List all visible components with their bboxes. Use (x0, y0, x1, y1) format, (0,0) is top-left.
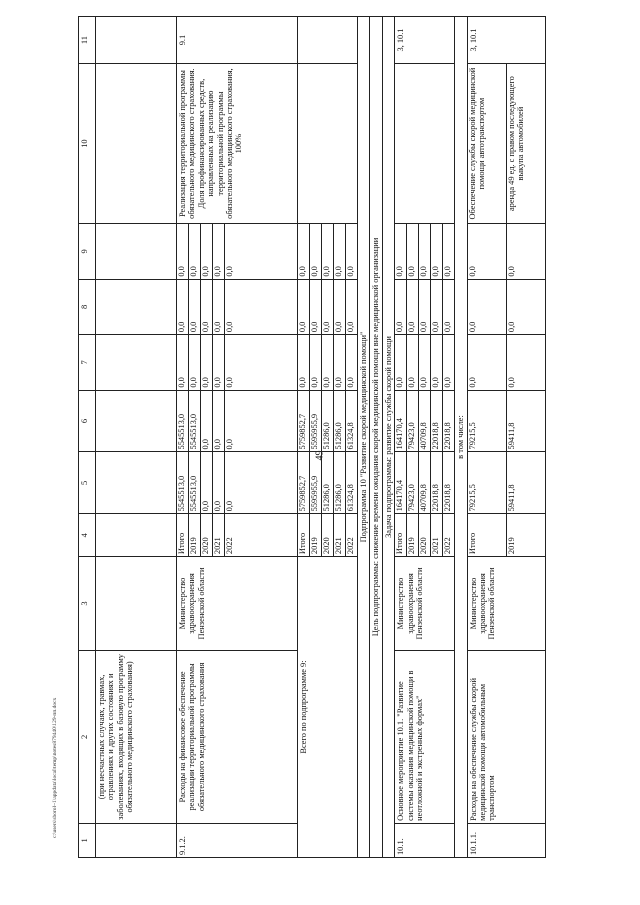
value-cell: 2022 (346, 537, 355, 555)
value-cell: 0,0 (177, 335, 189, 389)
column-header-9: 9 (79, 224, 96, 279)
value-cell: 2019 (189, 514, 201, 556)
column-header-1: 1 (79, 823, 96, 857)
value-cell: 0,0 (189, 224, 201, 278)
including-row (455, 17, 467, 858)
value-cell: 0,0 (225, 377, 234, 388)
value-cell: 0,0 (213, 280, 225, 334)
value-cell: 5759852,7 (298, 391, 310, 452)
value-cell: 0,0 (225, 266, 234, 277)
value-cell: 0,0 (298, 224, 310, 278)
value-cell: 0,0 (213, 452, 225, 513)
value-cell: 2020 (419, 514, 431, 556)
value-cell: 0,0 (334, 224, 346, 278)
row-name: Основное мероприятие 10.1. "Развитие системы оказания медицинской помощи в неотложной и экстренных формах" (395, 650, 455, 823)
value-cell: 0,0 (177, 224, 189, 278)
value-cell: 5545513,0 (189, 452, 201, 513)
task-10-row (382, 17, 394, 858)
value-cell: 0,0 (322, 224, 334, 278)
value-cell: 2019 (310, 514, 322, 556)
value-cell: 2020 (322, 514, 334, 556)
row-executor: Министерство здравоохранения Пензенской области (467, 557, 545, 651)
value-cell: 5595955,9 (310, 452, 322, 513)
value-cell: 0,0 (225, 321, 234, 333)
row-result: Реализация территориальной программы обязательного медицинского страхования. Доля профинансированных средств, направленных на реализацию территориальной программы обязательного медицинского страхования, 100% (177, 64, 298, 224)
value-cell: 0,0 (225, 500, 234, 512)
value-cell: Итого (468, 514, 507, 556)
file-path-footer: c:\users\sborol~1\appdata\local\temp\notes879440\129-пп.docx (52, 697, 58, 838)
column-header-8: 8 (79, 279, 96, 334)
value-cell: 2021 (213, 514, 225, 556)
value-cell: 0,0 (201, 452, 213, 513)
value-cell: 79215,5 (468, 452, 507, 513)
value-cell: 2019 (407, 514, 419, 556)
value-cell: 51286,0 (322, 391, 334, 452)
subprogram-10-task: Задача подпрограммы: развитие службы скорой помощи (382, 17, 394, 858)
value-cell: 0,0 (334, 335, 346, 389)
value-cell: 5545513,0 (177, 452, 189, 513)
value-cell: 2022 (225, 537, 234, 555)
value-cell: 5545513,0 (189, 391, 201, 452)
column-header-7: 7 (79, 335, 96, 390)
row-name: Расходы на финансовое обеспечение реализации территориальной программы обязательного медицинского страхования (177, 650, 298, 823)
value-cell: 164170,4 (395, 391, 407, 452)
value-cell: 0,0 (189, 280, 201, 334)
value-cell: 40709,8 (419, 452, 431, 513)
subprogram-10-title-row (358, 17, 370, 858)
value-cell: 22018,8 (443, 484, 453, 512)
value-cell: 0,0 (346, 377, 355, 388)
value-cell: 0,0 (419, 280, 431, 334)
value-cell: 5545513,0 (177, 391, 189, 452)
total-subprogram-9 (298, 17, 358, 858)
value-cell: 0,0 (213, 335, 225, 389)
value-cell: 61324,8 (346, 422, 355, 450)
row-number: 10.1.1. (467, 823, 545, 857)
value-cell: 2021 (431, 514, 443, 556)
value-cell: 0,0 (395, 335, 407, 389)
including-label: в том числе: (455, 17, 467, 858)
column-header-6: 6 (79, 390, 96, 452)
value-cell: 0,0 (468, 335, 507, 389)
value-cell: 79423,0 (407, 391, 419, 452)
value-cell: 0,0 (225, 439, 234, 450)
value-cell: 22018,8 (431, 452, 443, 513)
value-cell: 0,0 (395, 280, 407, 334)
value-cell: 0,0 (322, 335, 334, 389)
value-cell: 0,0 (213, 224, 225, 278)
row-name: Расходы на обеспечение службы скорой медицинской помощи автомобильным транспортом (467, 650, 545, 823)
row-link: 3, 10.1 (467, 17, 545, 64)
value-cell: 0,0 (506, 266, 516, 277)
value-cell: 164170,4 (395, 452, 407, 513)
value-cell: 0,0 (431, 280, 443, 334)
value-cell: 79423,0 (407, 452, 419, 513)
value-cell: 0,0 (407, 335, 419, 389)
value-cell: 0,0 (506, 377, 516, 388)
subprogram-10-goal: Цель подпрограммы: снижение времени ожидания скорой медицинской помощи вне медицинской организации (370, 17, 382, 858)
value-cell: 2020 (201, 514, 213, 556)
value-cell: 0,0 (322, 280, 334, 334)
value-cell: 0,0 (310, 224, 322, 278)
value-cell: 2022 (443, 537, 453, 555)
value-cell: 0,0 (395, 224, 407, 278)
continuation-text: (при несчастных случаях, травмах, отравлениях и других состояниях и заболеваниях, входящих в базовую программу обязательного медицинского страхования) (96, 650, 177, 823)
result-b: аренда 49 ед. с правом последующего выкупа автомобилей (506, 76, 526, 212)
header-row (79, 17, 96, 858)
years-cell (177, 514, 298, 557)
value-cell: 0,0 (407, 280, 419, 334)
continuation-row (96, 17, 177, 858)
program-table (78, 16, 546, 858)
value-cell: 22018,8 (431, 391, 443, 452)
subprogram-10-title: Подпрограмма 10 "Развитие скорой медицинской помощи" (358, 17, 370, 858)
value-cell: 79215,5 (468, 391, 507, 452)
row-10-1 (395, 17, 455, 858)
value-cell: 0,0 (443, 377, 453, 388)
value-cell: 59411,8 (506, 422, 516, 450)
column-header-4: 4 (79, 514, 96, 557)
value-cell: 2021 (334, 514, 346, 556)
value-cell: 40709,8 (419, 391, 431, 452)
value-cell: 0,0 (431, 335, 443, 389)
row-number: 9.1.2. (177, 823, 298, 857)
row-executor: Министерство здравоохранения Пензенской области (177, 557, 298, 651)
value-cell: 0,0 (298, 335, 310, 389)
value-cell: 0,0 (298, 280, 310, 334)
row-10-1-1 (467, 17, 545, 858)
value-cell: 0,0 (443, 321, 453, 333)
value-cell: 51286,0 (334, 391, 346, 452)
value-cell: 0,0 (419, 335, 431, 389)
value-cell: 22018,8 (443, 422, 453, 450)
value-cell: 0,0 (201, 335, 213, 389)
row-number: 10.1. (395, 823, 455, 857)
value-cell: 51286,0 (334, 452, 346, 513)
column-header-11: 11 (79, 17, 96, 64)
value-cell: 0,0 (201, 280, 213, 334)
value-cell: 0,0 (189, 335, 201, 389)
value-cell: 0,0 (419, 224, 431, 278)
value-cell: 59411,8 (506, 484, 516, 512)
result-a: Обеспечение службы скорой медицинской помощи автотранспортом (468, 64, 507, 223)
column-header-3: 3 (79, 557, 96, 651)
value-cell: 51286,0 (322, 452, 334, 513)
value-cell: 0,0 (506, 321, 516, 333)
value-cell: 0,0 (468, 280, 507, 334)
row-link: 9.1 (177, 17, 298, 64)
value-cell: 5759852,7 (298, 452, 310, 513)
value-cell: 0,0 (334, 280, 346, 334)
value-cell: Итого (177, 514, 189, 556)
row-link: 3, 10.1 (395, 17, 455, 64)
value-cell: 0,0 (177, 280, 189, 334)
value-cell: 0,0 (201, 224, 213, 278)
value-cell: 0,0 (443, 266, 453, 277)
value-cell: Итого (298, 514, 310, 556)
total-label: Всего по подпрограмме 9: (298, 557, 358, 858)
goal-10-row (370, 17, 382, 858)
value-cell: 0,0 (407, 224, 419, 278)
row-executor: Министерство здравоохранения Пензенской области (395, 557, 455, 651)
value-cell: 0,0 (431, 224, 443, 278)
value-cell: 2019 (506, 537, 516, 555)
value-cell: 61324,8 (346, 484, 355, 512)
value-cell: 0,0 (468, 224, 507, 278)
value-cell: 0,0 (310, 280, 322, 334)
value-cell: Итого (395, 514, 407, 556)
page-number: 49 (314, 450, 326, 461)
value-cell: 0,0 (346, 321, 355, 333)
value-cell: 0,0 (201, 391, 213, 452)
column-header-2: 2 (79, 650, 96, 823)
value-cell: 0,0 (310, 335, 322, 389)
rotated-table-block (78, 16, 548, 858)
column-header-10: 10 (79, 64, 96, 224)
value-cell: 0,0 (346, 266, 355, 277)
value-cell: 0,0 (213, 391, 225, 452)
value-cell: 5595955,9 (310, 391, 322, 452)
row-9-1-2 (177, 17, 298, 858)
column-header-5: 5 (79, 452, 96, 514)
